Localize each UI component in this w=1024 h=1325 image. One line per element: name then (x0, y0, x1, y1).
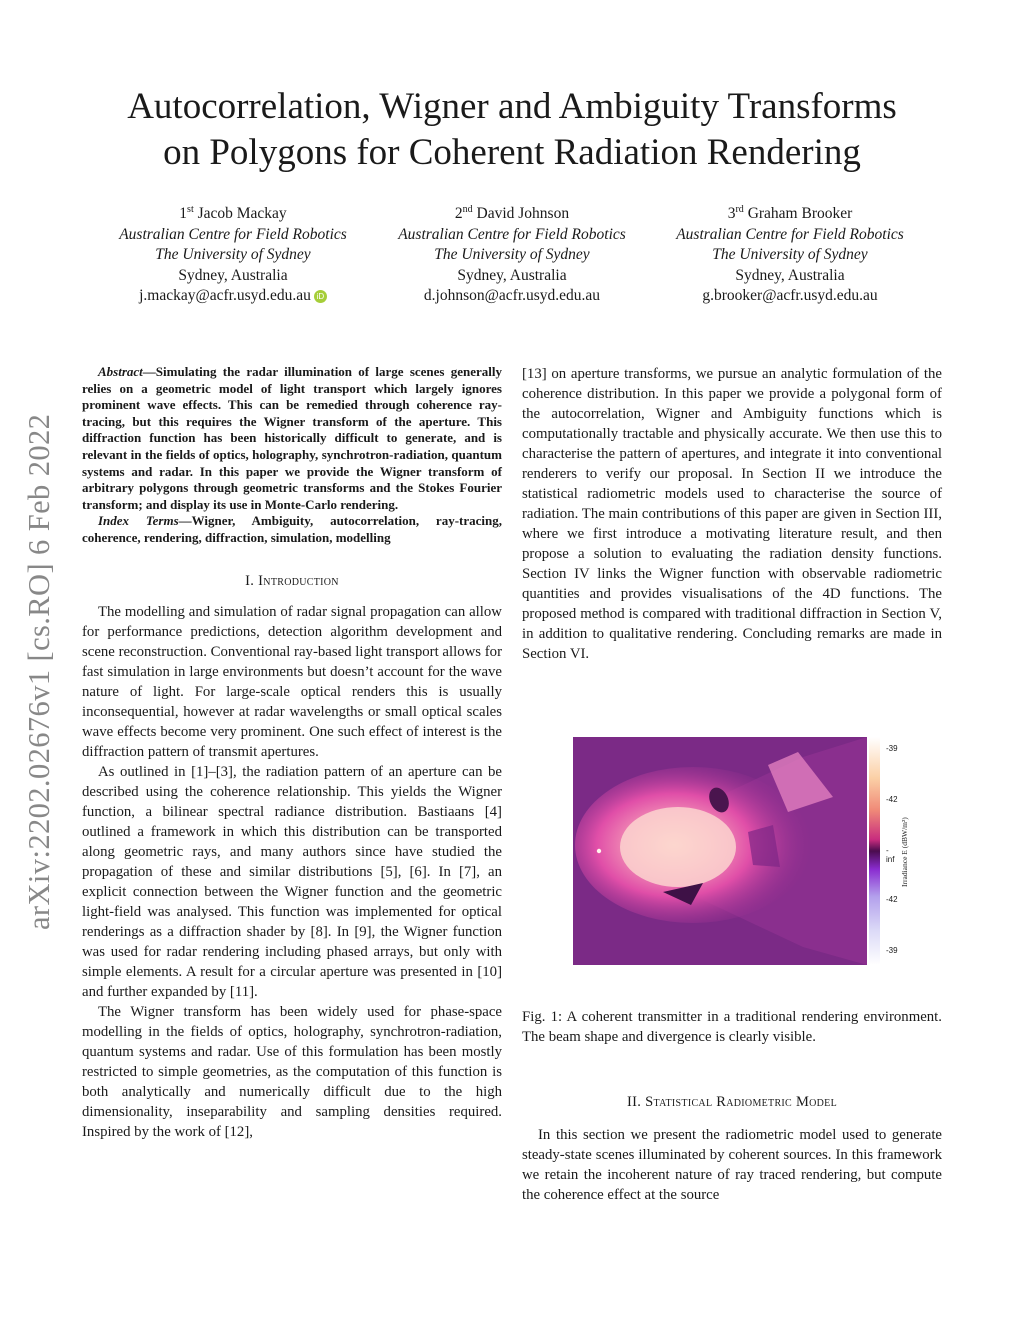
colorbar-tick: -39 (886, 946, 898, 955)
section-numeral: I. (245, 572, 255, 589)
author-affiliation: Australian Centre for Field Robotics (676, 225, 904, 243)
author-location: Sydney, Australia (735, 266, 845, 284)
section2-paragraph-1: In this section we present the radiometric model used to generate steady-state scenes illuminated by coherent sources. In this framework we retain the incoherent nature of ray traced rendering, but compute the coherence effect at the source (522, 1127, 942, 1203)
intro-paragraph-4: [13] on aperture transforms, we pursue an analytic formulation of the coherence distribution. In this paper we provide a polygonal form of the autocorrelation, Wigner and Ambiguity functions which is computationally tractable and physically accurate. We then use this to characterise the pattern of apertures, and integrate it into conventional renderers to verify our proposal. In Section II we introduce the statistical radiometric models used to characterise the source of radiation. The main contributions of this paper are given in Section III, where we first introduce a motivating literature result, and then propose a solution to evaluating the radiation density functions. Section IV links the Wigner function with observable radiometric quantities and provides visualisations of the 4D functions. The proposed method is compared with traditional diffraction in Section V, in addition to qualitative rendering. Concluding remarks are made in Section VI. (522, 366, 942, 662)
author-ordinal-suffix: nd (462, 204, 473, 215)
colorbar-tick: -39 (886, 744, 898, 753)
colorbar-tick: -inf (886, 846, 895, 864)
section-title: Introduction (258, 572, 339, 589)
author-affiliation: Australian Centre for Field Robotics (398, 225, 626, 243)
right-column-bottom (522, 1125, 942, 1205)
colorbar-unit: dBW/m² (900, 819, 909, 846)
orcid-icon[interactable]: iD (314, 290, 327, 303)
author-university: The University of Sydney (434, 246, 590, 264)
arxiv-identifier[interactable]: arXiv:2202.02676v1 [cs.RO] 6 Feb 2022 (22, 413, 56, 930)
abstract-label: Abstract (98, 364, 143, 379)
intro-paragraph-1: The modelling and simulation of radar signal propagation can allow for performance predictions, detection algorithm development and scene reconstruction. Conventional ray-based light transport allows for fast simulation in large environments but doesn’t account for the wave nature of light. For large-scale optical renders this is usually inconsequential, however at radar wavelengths or small optical scales wave effects become very prominent. One such effect of interest is the diffraction pattern of transmit apertures. (82, 603, 502, 760)
author-name: David Johnson (476, 205, 570, 223)
author-location: Sydney, Australia (178, 266, 288, 284)
paper-title (60, 84, 964, 176)
author-email[interactable]: j.mackay@acfr.usyd.edu.au (139, 287, 311, 305)
author-ordinal: 3 (727, 205, 736, 223)
section-title: Statistical Radiometric Model (645, 1094, 837, 1110)
author-name: Graham Brooker (747, 205, 853, 223)
right-column-top (522, 364, 942, 664)
author-block-2 (362, 200, 662, 307)
index-terms-label: Index Terms (98, 513, 179, 529)
index-terms-text: —Wigner, Ambiguity, autocorrelation, ray-tracing, coherence, rendering, diffraction, simulation, modelling (82, 513, 502, 545)
author-ordinal: 2 (454, 205, 463, 223)
left-column (82, 364, 502, 1142)
colorbar (869, 737, 880, 965)
author-affiliation: Australian Centre for Field Robotics (119, 225, 347, 243)
render-plot (573, 737, 867, 965)
intro-paragraph-2: As outlined in [1]–[3], the radiation pattern of an aperture can be described using the coherence relationship. This yields the Wigner function, a bilinear spectral radiance distribution. Bastiaans [4] outlined a framework in which this distribution can be transported along geometric rays, and many authors since have studied the propagation of these and similar distributions [5], [6]. In [7], an explicit connection between the Wigner function and the geometric light-field was analysed. This function was implemented for optical renderings as a diffraction shader by [8]. In [9], the Wigner function was used for radar rendering including phased arrays, but only with simple elements. A result for a circular aperture was presented in [10] and further expanded by [11]. (82, 763, 502, 1000)
author-ordinal: 1 (179, 205, 188, 223)
title-line-1: Autocorrelation, Wigner and Ambiguity Transforms (127, 86, 897, 127)
figure-1-caption: Fig. 1: A coherent transmitter in a traditional rendering environment. The beam shape and divergence is clearly visible. (522, 1009, 942, 1045)
abstract (82, 364, 502, 513)
author-block-1 (83, 200, 383, 307)
colorbar-tick: -42 (886, 795, 898, 804)
author-ordinal-suffix: st (187, 204, 194, 215)
index-terms (82, 513, 502, 546)
colorbar-label: Irradiance E (dBW/m²) (900, 817, 909, 887)
author-block-3 (640, 200, 940, 307)
author-ordinal-suffix: rd (735, 204, 744, 215)
author-name: Jacob Mackay (197, 205, 287, 223)
intro-paragraph-3: The Wigner transform has been widely used for phase-space modelling in the fields of optics, holography, synchrotron-radiation, quantum systems and radar. Use of this formulation has been mostly restricted to simple geometries, as the computation of this function is both analytically and numerically difficult due to the high dimensionality, inseparability and sampling densities required. Inspired by the work of [12], (82, 1003, 502, 1140)
title-line-2: on Polygons for Coherent Radiation Rendering (163, 132, 861, 173)
abstract-text: —Simulating the radar illumination of large scenes generally relies on a geometric model of light transport which largely ignores prominent wave effects. This can be remedied through coherence ray-tracing, but this requires the Wigner transform of the aperture. This diffraction function has been historically difficult to generate, and is relevant in the fields of optics, holography, synchrotron-radiation, quantum systems and radar. In this paper we provide the Wigner transform of arbitrary polygons through geometric transforms and the Stokes Fourier transform; and display its use in Monte-Carlo rendering. (82, 364, 502, 512)
colorbar-label-text: Irradiance E (900, 850, 909, 887)
section-heading-introduction (82, 573, 502, 590)
author-location: Sydney, Australia (457, 266, 567, 284)
author-university: The University of Sydney (712, 246, 868, 264)
section-heading-radiometric-model (522, 1094, 942, 1111)
section-numeral: II. (627, 1094, 642, 1110)
author-email[interactable]: g.brooker@acfr.usyd.edu.au (702, 287, 878, 305)
figure-1 (573, 737, 909, 965)
colorbar-tick: -42 (886, 895, 898, 904)
author-university: The University of Sydney (155, 246, 311, 264)
author-email[interactable]: d.johnson@acfr.usyd.edu.au (423, 287, 601, 305)
figure-1-render (573, 737, 882, 965)
